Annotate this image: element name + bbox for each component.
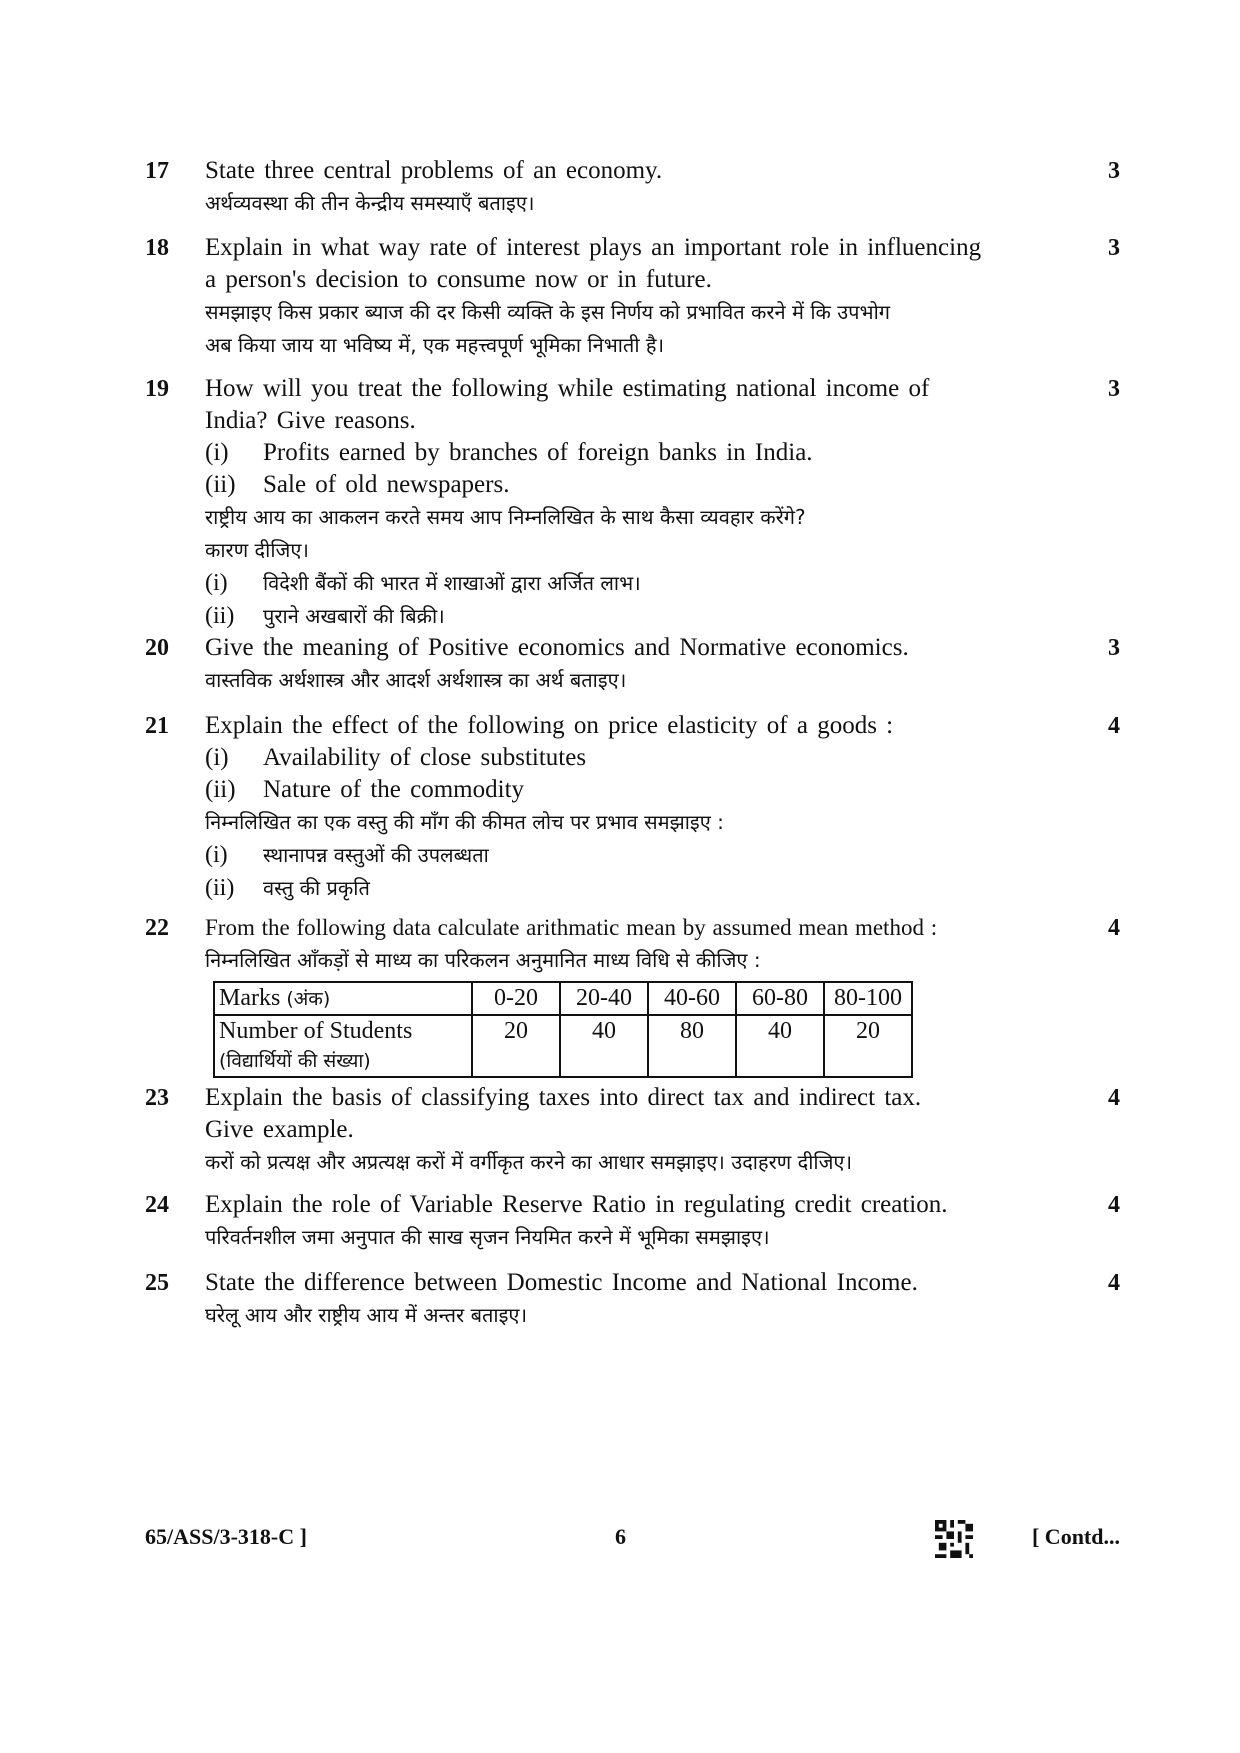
question-marks: 3 [1108,235,1120,261]
question-text-hi: अर्थव्यवस्था की तीन केन्द्रीय समस्याएँ बताइए। [205,191,535,215]
sub-item-text: Sale of old newspapers. [263,471,510,498]
table-label-hi: (अंक) [286,988,331,1010]
question-19 [145,373,1120,633]
question-marks: 4 [1108,1192,1120,1218]
table-cell: 0-20 [472,982,560,1015]
table-cell: 40 [736,1015,824,1077]
sub-item-text: Profits earned by branches of foreign banks in India. [263,439,813,466]
question-24 [145,1189,1120,1254]
question-number: 17 [145,158,169,184]
table-row [214,1015,912,1077]
question-marks: 4 [1108,915,1120,941]
table-header-cell [214,1015,472,1077]
question-text-hi: परिवर्तनशील जमा अनुपात की साख सृजन नियमित करने में भूमिका समझाइए। [205,1225,770,1249]
table-label-en: Number of Students [219,1018,413,1044]
table-cell: 60-80 [736,982,824,1015]
sub-item-hi [205,567,1062,600]
sub-item-label: (ii) [205,471,236,498]
sub-item-label: (ii) [205,875,235,901]
sub-item-text: Availability of close substitutes [263,744,587,771]
qr-code-icon [935,1520,973,1558]
sub-item-en [205,742,1062,774]
question-text-en: Explain the effect of the following on price elasticity of a goods : [205,712,894,739]
question-21 [145,710,1120,905]
page-number: 6 [615,1524,626,1549]
table-cell: 40-60 [648,982,736,1015]
sub-item-label: (i) [205,570,228,596]
question-text-en: State the difference between Domestic Income and National Income. [205,1269,918,1296]
table-header-cell [214,982,472,1015]
table-cell: 20 [824,1015,912,1077]
question-marks: 4 [1108,1270,1120,1296]
sub-item-text: विदेशी बैंकों की भारत में शाखाओं द्वारा अर्जित लाभ। [263,571,641,595]
sub-item-text: Nature of the commodity [263,776,525,803]
question-number: 18 [145,235,169,261]
question-text-en: Explain the basis of classifying taxes into direct tax and indirect tax. [205,1084,922,1111]
question-marks: 3 [1108,376,1120,402]
table-label-hi: (विद्यार्थियों की संख्या) [219,1050,371,1072]
question-number: 22 [145,915,169,941]
question-text-en: Give the meaning of Positive economics and Normative economics. [205,634,909,661]
sub-item-label: (i) [205,744,229,771]
question-text-en: How will you treat the following while estimating national income of [205,375,930,402]
question-text-en: Give example. [205,1116,354,1143]
table-cell: 80-100 [824,982,912,1015]
sub-item-label: (i) [205,842,228,868]
sub-item-label: (i) [205,439,229,466]
table-cell: 20-40 [560,982,648,1015]
question-text-en: Explain in what way rate of interest plays an important role in influencing [205,234,982,261]
question-18 [145,232,1120,362]
sub-item-en [205,774,1062,806]
question-text-en: State three central problems of an economy. [205,157,663,184]
question-text-hi: समझाइए किस प्रकार ब्याज की दर किसी व्यक्ति के इस निर्णय को प्रभावित करने में कि उपभोग [205,300,891,324]
question-marks: 4 [1108,713,1120,739]
question-text-en: a person's decision to consume now or in future. [205,266,712,293]
question-25 [145,1267,1120,1332]
question-23 [145,1082,1120,1179]
table-cell: 80 [648,1015,736,1077]
sub-item-en [205,469,1062,501]
question-number: 23 [145,1085,169,1111]
sub-item-hi [205,872,1062,905]
page-footer [145,1524,1120,1560]
question-marks: 3 [1108,158,1120,184]
question-text-hi: राष्ट्रीय आय का आकलन करते समय आप निम्नलिखित के साथ कैसा व्यवहार करेंगे? [205,505,806,529]
sub-item-label: (ii) [205,776,236,803]
question-number: 21 [145,713,169,739]
table-cell: 20 [472,1015,560,1077]
continued-label: [ Contd... [1031,1524,1120,1549]
question-text-hi: घरेलू आय और राष्ट्रीय आय में अन्तर बताइए। [205,1303,528,1327]
question-text-hi: करों को प्रत्यक्ष और अप्रत्यक्ष करों में वर्गीकृत करने का आधार समझाइए। उदाहरण दीजिए। [205,1150,853,1174]
sub-item-text: स्थानापन्न वस्तुओं की उपलब्धता [263,843,489,867]
question-text-en: From the following data calculate arithmatic mean by assumed mean method : [205,915,938,940]
sub-item-text: वस्तु की प्रकृति [263,876,370,900]
question-17 [145,155,1120,220]
question-marks: 4 [1108,1085,1120,1111]
marks-table [213,981,913,1078]
question-text-hi: अब किया जाय या भविष्य में, एक महत्त्वपूर्ण भूमिका निभाती है। [205,333,665,357]
question-text-hi: निम्नलिखित का एक वस्तु की माँग की कीमत लोच पर प्रभाव समझाइए : [205,810,724,834]
question-number: 19 [145,376,169,402]
sub-item-label: (ii) [205,603,235,629]
question-number: 20 [145,635,169,661]
table-label-en: Marks [219,985,281,1011]
question-text-en: India? Give reasons. [205,407,416,434]
sub-item-hi [205,839,1062,872]
question-text-hi: निम्नलिखित आँकड़ों से माध्य का परिकलन अनुमानित माध्य विधि से कीजिए : [205,948,761,972]
paper-code: 65/ASS/3-318-C ] [145,1524,307,1549]
question-text-hi: वास्तविक अर्थशास्त्र और आदर्श अर्थशास्त्र का अर्थ बताइए। [205,668,627,692]
sub-item-hi [205,600,1062,633]
table-cell: 40 [560,1015,648,1077]
question-22 [145,912,1120,1078]
question-text-hi: कारण दीजिए। [205,538,309,562]
table-row [214,982,912,1015]
question-marks: 3 [1108,635,1120,661]
sub-item-text: पुराने अखबारों की बिक्री। [263,604,445,628]
question-text-en: Explain the role of Variable Reserve Ratio in regulating credit creation. [205,1191,948,1218]
question-number: 25 [145,1270,169,1296]
question-20 [145,632,1120,697]
sub-item-en [205,437,1062,469]
question-number: 24 [145,1192,169,1218]
